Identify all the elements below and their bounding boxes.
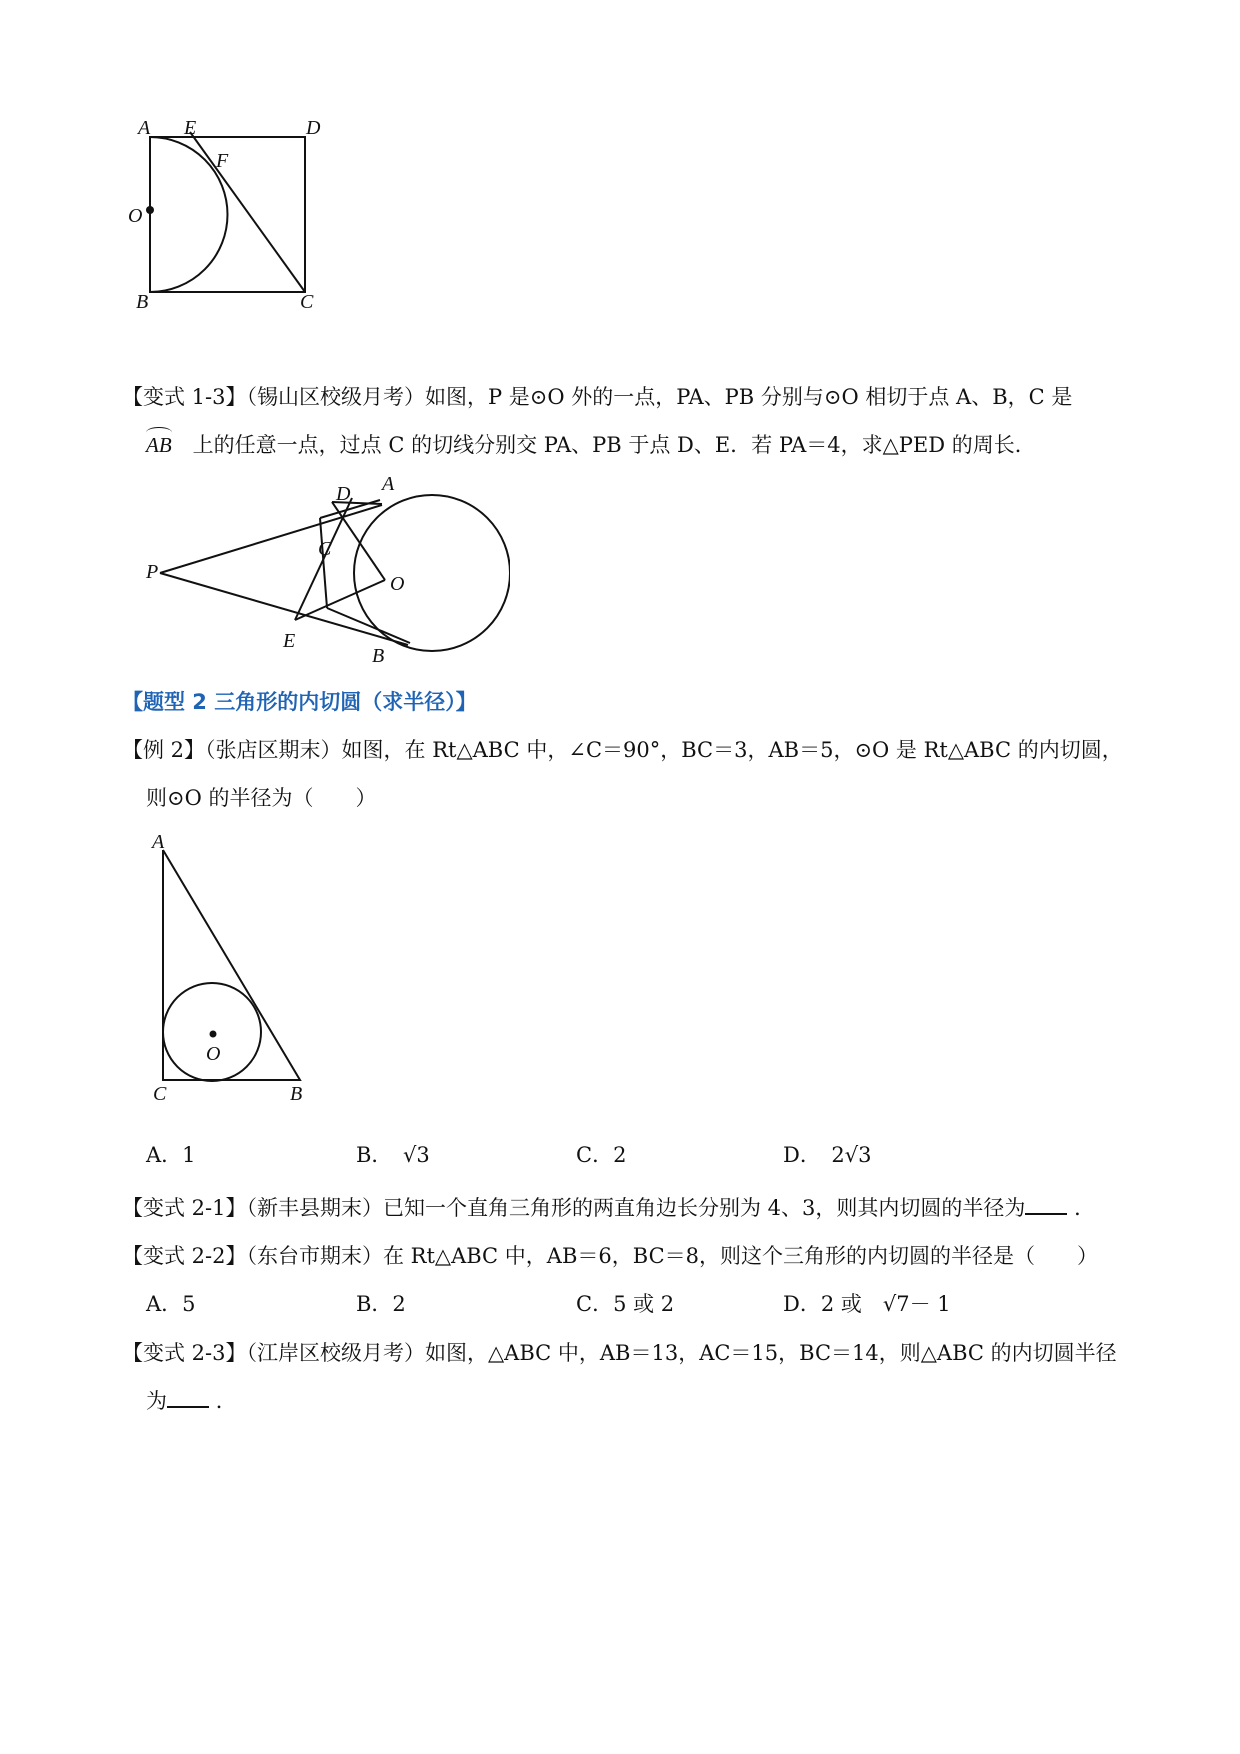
variant-2-3-line2: 为 ．	[146, 1389, 237, 1413]
option-B: B．2	[356, 1292, 406, 1316]
label-A: A	[382, 473, 395, 495]
label-O: O	[390, 573, 405, 595]
figure-square-semicircle	[120, 112, 340, 317]
variant-1-3-line1: 【变式 1-3】（锡山区校级月考）如图，P 是⊙O 外的一点，PA、PB 分别与⊙O 相切于点 A、B，C 是	[122, 385, 1073, 409]
option-A: A．1	[146, 1143, 196, 1167]
answer-blank	[1025, 1195, 1067, 1215]
label-C: C	[318, 538, 332, 560]
option-D: D．2 或 √7－ 1	[783, 1292, 951, 1316]
option-C: C．2	[576, 1143, 627, 1167]
label-B: B	[372, 645, 385, 667]
example-2-line1: 【例 2】（张店区期末）如图，在 Rt△ABC 中，∠C＝90°，BC＝3，AB＝5，⊙O 是 Rt△ABC 的内切圆，	[122, 738, 1123, 762]
label-B: B	[290, 1083, 303, 1100]
label-F: F	[216, 150, 229, 172]
section-heading-type-2: 【题型 2 三角形的内切圆（求半径）】	[122, 690, 477, 714]
label-A: A	[152, 831, 165, 853]
figure-incircle-triangle	[140, 830, 320, 1100]
label-P: P	[146, 561, 159, 583]
option-A: A．5	[146, 1292, 196, 1316]
option-B: B． √3	[356, 1143, 430, 1167]
label-D: D	[336, 483, 351, 505]
label-O: O	[128, 205, 143, 227]
label-B: B	[136, 291, 149, 313]
option-D: D． 2√3	[783, 1143, 872, 1167]
example-2-line2: 则⊙O 的半径为（ ）	[146, 786, 377, 810]
variant-2-1: 【变式 2-1】（新丰县期末）已知一个直角三角形的两直角边长分别为 4、3，则其内切圆的半径为 ．	[122, 1196, 1096, 1220]
variant-1-3-line2: AB 上的任意一点，过点 C 的切线分别交 PA、PB 于点 D、E．若 PA＝4，求△PED 的周长．	[146, 430, 1036, 460]
label-C: C	[153, 1083, 167, 1100]
variant-2-3-line1: 【变式 2-3】（江岸区校级月考）如图，△ABC 中，AB＝13，AC＝15，BC＝14，则△ABC 的内切圆半径	[122, 1341, 1117, 1365]
label-C: C	[300, 291, 314, 313]
arc-AB: AB	[146, 430, 172, 460]
label-O: O	[206, 1043, 221, 1065]
label-A: A	[138, 117, 151, 139]
label-E: E	[283, 630, 296, 652]
label-D: D	[306, 117, 321, 139]
label-E: E	[184, 117, 197, 139]
option-C: C．5 或 2	[576, 1292, 675, 1316]
answer-blank	[167, 1388, 209, 1408]
figure-tangent-circle	[140, 470, 510, 670]
variant-2-2: 【变式 2-2】（东台市期末）在 Rt△ABC 中，AB＝6，BC＝8，则这个三角形的内切圆的半径是（ ）	[122, 1244, 1099, 1268]
